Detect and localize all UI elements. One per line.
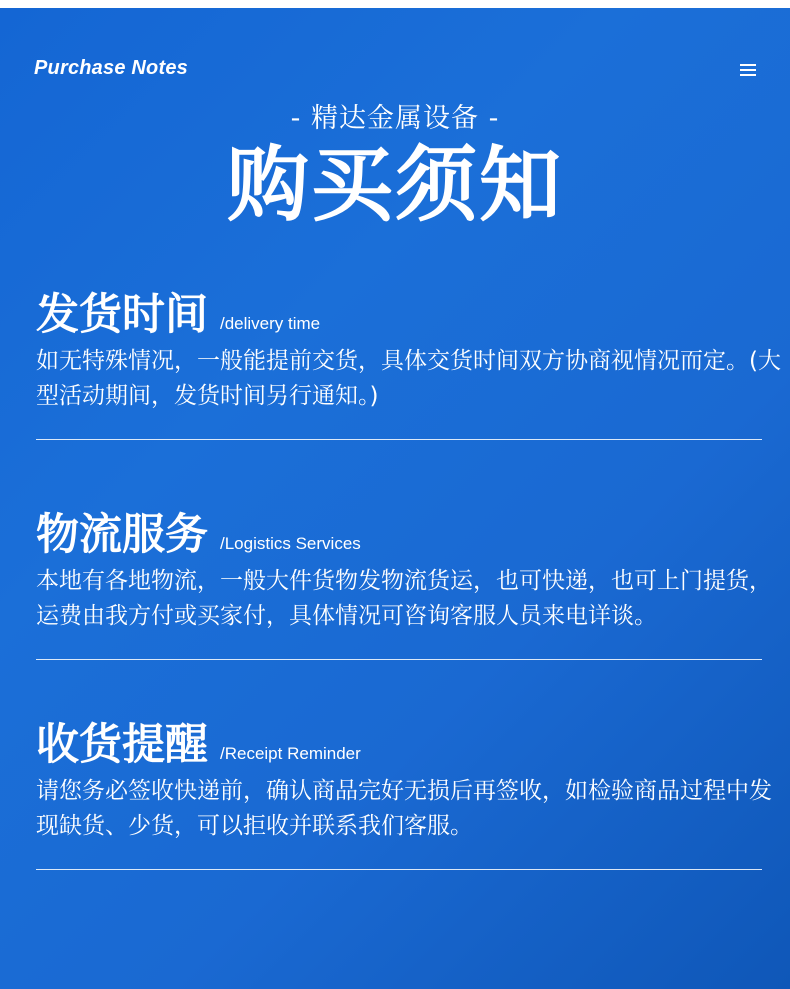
divider (36, 869, 762, 870)
section-subtitle: /Logistics Services (220, 534, 361, 553)
section-body: 请您务必签收快递前，确认商品完好无损后再签收，如检验商品过程中发现缺货、少货，可以拒收并联系我们客服。 (36, 778, 772, 839)
top-border (0, 0, 790, 8)
section-title: 物流服务 (36, 510, 208, 560)
section-title: 发货时间 (36, 290, 208, 340)
divider (36, 659, 762, 660)
section-header (36, 506, 762, 560)
section-subtitle: /delivery time (220, 314, 321, 333)
section-subtitle: /Receipt Reminder (220, 744, 361, 763)
divider (36, 439, 762, 440)
section-header (36, 716, 762, 770)
section-delivery-time (36, 286, 781, 414)
section-header (36, 286, 762, 340)
section-title: 收货提醒 (36, 720, 208, 770)
section-body: 本地有各地物流，一般大件货物发物流货运，也可快递，也可上门提货，运费由我方付或买家付，具体情况可咨询客服人员来电详谈。 (36, 568, 772, 629)
company-subtitle: - 精达金属设备 - (290, 103, 500, 134)
section-receipt-reminder (36, 716, 772, 844)
page-title: 购买须知 (226, 138, 563, 233)
section-logistics-services (36, 506, 772, 634)
section-body: 如无特殊情况，一般能提前交货，具体交货时间双方协商视情况而定。(大型活动期间，发货时间另行通知。) (36, 348, 781, 409)
hamburger-menu-icon[interactable] (740, 64, 757, 78)
brand-label: Purchase Notes (34, 57, 188, 79)
